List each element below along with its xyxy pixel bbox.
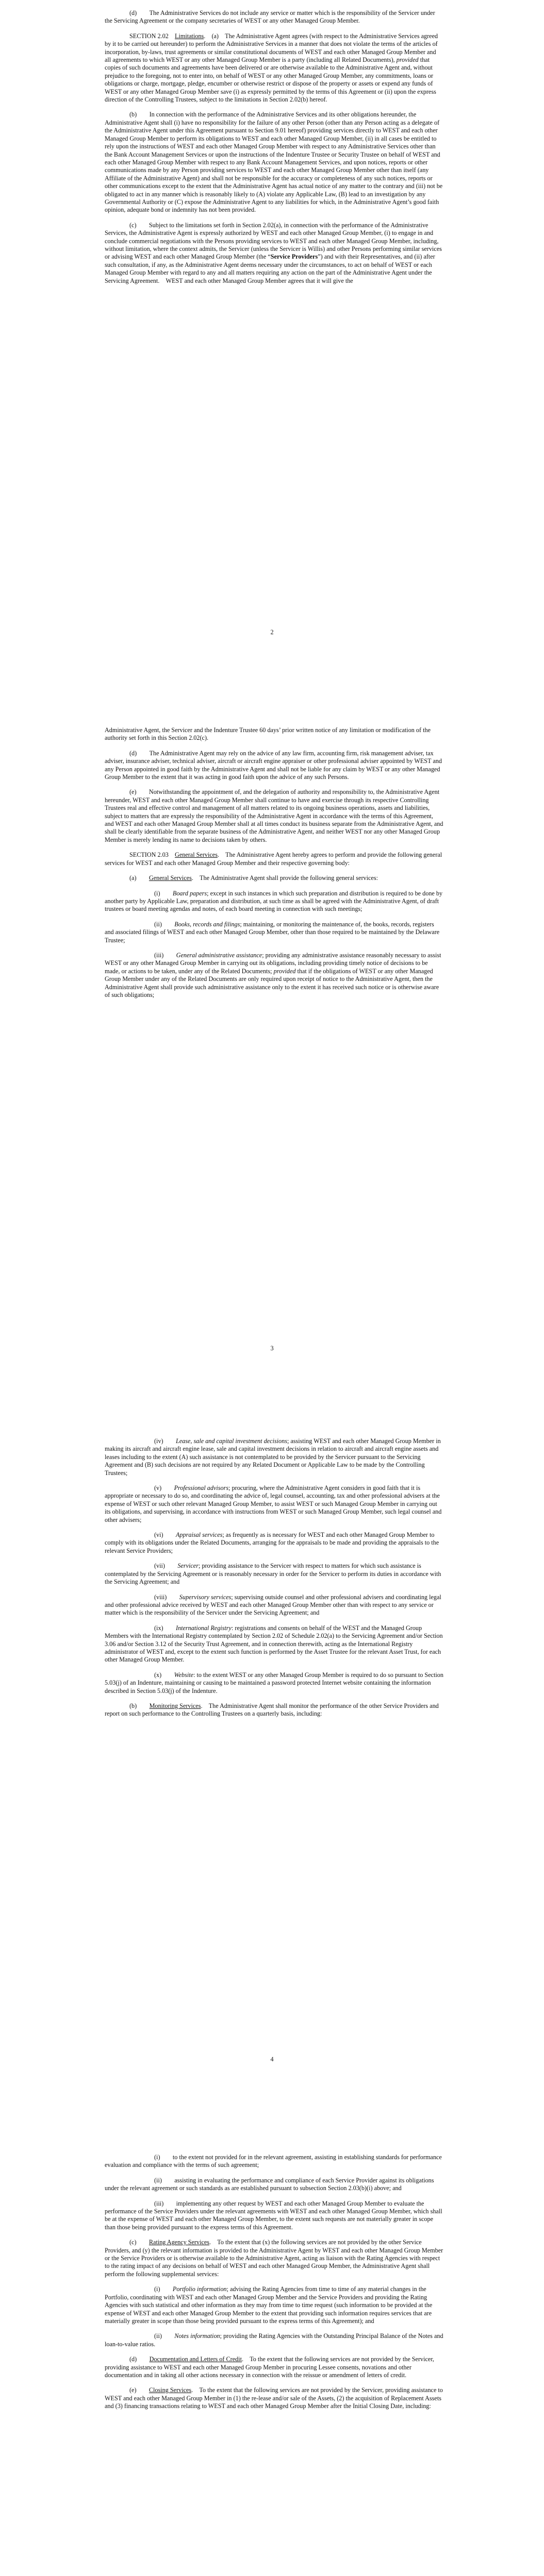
text-run: . The Administrative Agent hereby agrees to perform and provide the following general services for WEST and each other Managed Group Member and their respective governing body: bbox=[105, 851, 442, 867]
text-run: (i) bbox=[154, 889, 173, 897]
text-run: Administrative Agent, the Servicer and the Indenture Trustee 60 days’ prior written notice of any limitation or modification of the authority set forth in this Section 2.02(c). bbox=[105, 726, 431, 742]
paragraph bbox=[105, 750, 443, 782]
item-caption: International Registry bbox=[175, 1624, 232, 1632]
text-run: ; providing the Rating Agencies with the Outstanding Principal Balance of the Notes and loan-to-value ratios. bbox=[105, 2332, 443, 2348]
text-run: ; except in such instances in which such preparation and distribution is required to be done by another party by Applicable Law, preparation and distribution, at such time as shall be agreed with the Administrative Agent, of draft trustees or board meeting agendas and notes, of each board meeting in connection with such meetings; bbox=[105, 889, 443, 913]
paragraph bbox=[105, 2332, 443, 2348]
text-run: (ii) assisting in evaluating the performance and compliance of each Service Provider against its obligations under the relevant agreement or such standards as are established pursuant to subsection Section 2.03(b)(i) above; and bbox=[105, 2176, 434, 2192]
text-run: ; assisting WEST and each other Managed Group Member in making its aircraft and aircraft engine lease, sale and capital investment decisions in relation to aircraft and aircraft engine assets and leases including to the extent (A) such assistance is not contemplated to be provided by the Servicer pursuant to the Servicing Agreement and (B) such decisions are not required by any Related Document or Applicable Law to be made by the Controlling Trustees; bbox=[105, 1437, 441, 1477]
page-number: 2 bbox=[270, 629, 274, 636]
paragraph bbox=[105, 1671, 443, 1695]
text-run: (iv) bbox=[154, 1437, 176, 1445]
text-run: (e) Notwithstanding the appointment of, and the delegation of authority and responsibility to, the Administrative Agent hereunder, WEST and each other Managed Group Member shall continue to have and exercise through its respective Controlling Trustees real and effective control and management of all matters related to its ongoing business operations, assets and liabilities, subject to matters that are expressly the responsibility of the Administrative Agent in accordance with the terms of this Agreement, and WEST and each other Managed Group Member shall at all times conduct its business separate from the Administrative Agent, and shall be clearly identifiable from the separate business of the Administrative Agent, and neither WEST nor any other Managed Group Member is merely lending its name to decisions taken by others. bbox=[105, 788, 443, 843]
item-caption: Website bbox=[174, 1671, 194, 1679]
text-run: (ii) bbox=[154, 2332, 175, 2340]
page-number: 3 bbox=[270, 1345, 274, 1352]
item-caption: Professional advisors bbox=[174, 1484, 229, 1492]
defined-term: Service Providers bbox=[270, 253, 318, 261]
section-heading: General Services bbox=[175, 851, 218, 859]
text-run: (vi) bbox=[154, 1531, 176, 1539]
item-caption: General administrative assistance bbox=[176, 951, 262, 959]
text-run: (i) to the extent not provided for in the relevant agreement, assisting in establishing standards for performance evaluation and compliance with the terms of such agreement; bbox=[105, 2154, 442, 2169]
section-heading: Rating Agency Services bbox=[149, 2239, 210, 2246]
paragraph bbox=[105, 1702, 443, 1718]
text-run: (vii) bbox=[154, 1562, 178, 1570]
item-caption: provided bbox=[273, 967, 296, 975]
text-run: (d) The Administrative Services do not include any service or matter which is the responsibility of the Servicer under the Servicing Agreement or the company secretaries of WEST or any other Managed Group Member. bbox=[105, 9, 435, 25]
item-caption: Appraisal services bbox=[175, 1531, 223, 1539]
paragraph bbox=[105, 851, 443, 867]
text-run: (d) The Administrative Agent may rely on the advice of any law firm, accounting firm, risk management adviser, tax adviser, insurance adviser, technical adviser, aircraft or aircraft engine appraiser or other professional adviser appointed by WEST and any Person appointed in good faith by the Administrative Agent and shall not be liable for any claim by WEST or any other Managed Group Member to the extent that it was acting in good faith upon the advice of any such Persons. bbox=[105, 749, 442, 781]
paragraph bbox=[105, 222, 443, 285]
text-run: (e) bbox=[129, 2386, 149, 2394]
paragraph bbox=[105, 111, 443, 214]
text-run: ; supervising outside counsel and other professional advisers and coordinating legal and other professional advice received by WEST and each other Managed Group Member other than with respect to any service or matter which is the responsibility of the Servicer under the Servicing Agreement; and bbox=[105, 1593, 441, 1617]
text-run: ; as frequently as is necessary for WEST and each other Managed Group Member to comply with its obligations under the Related Documents, arranging for the appraisals to be made and providing the appraisals to the relevant Service Providers; bbox=[105, 1531, 439, 1554]
text-run: (x) bbox=[154, 1671, 174, 1679]
paragraph bbox=[105, 9, 443, 25]
text-run: (c) bbox=[129, 2239, 149, 2246]
text-run: ”) and with their Representatives, and (ii) after such consultation, if any, as the Administrative Agent deems necessary under the circumstances, to act on behalf of WEST or each Managed Group Member with regard to any and all matters requiring any action on the part of the Administrative Agent under the Servicing Agreement. WEST and each other Managed Group Member agrees that it will give the bbox=[105, 253, 435, 284]
text-run: SECTION 2.02 bbox=[129, 32, 175, 40]
text-run: SECTION 2.03 bbox=[129, 851, 175, 859]
text-run: that copies of such documents and agreements have been delivered or are otherwise available to the Administrative Agent and, without prejudice to the foregoing, not to enter into, on behalf of WEST or any other Managed Group Member, any commitments, loans or obligations or charge, mortgage, pledge, encumber or otherwise restrict or dispose of the property or assets or expend any funds of WEST or any other Managed Group Member save (i) as expressly permitted by the terms of this Agreement or (ii) upon the express direction of the Controlling Trustees, subject to the limitations in Section 2.02(b) hereof. bbox=[105, 56, 436, 104]
text-run: . To the extent that the following services are not provided by the Servicer, providing assistance to WEST and each other Managed Group Member in (1) the re-lease and/or sale of the Assets, (2) the acquisition of Replacement Assets and (3) financing transactions relating to WEST and each other Managed Group Member after the Initial Closing Date, including: bbox=[105, 2386, 443, 2410]
text-run: (v) bbox=[154, 1484, 174, 1492]
text-run: . The Administrative Agent shall provide the following general services: bbox=[191, 874, 378, 882]
paragraph bbox=[105, 874, 443, 882]
page-section-4 bbox=[0, 1437, 544, 1725]
paragraph bbox=[105, 921, 443, 944]
paragraph bbox=[105, 1594, 443, 1617]
text-run: ; procuring, where the Administrative Agent considers in good faith that it is appropriate or necessary to do so, and coordinating the advice of, legal counsel, accounting, tax and other professional advisers at the expense of WEST or such other relevant Managed Group Member, to assist WEST or such Managed Group Member in carrying out its obligations, and supervising, in accordance with instructions from WEST or such Managed Group Member, such legal counsel and other advisers; bbox=[105, 1484, 442, 1523]
paragraph bbox=[105, 2285, 443, 2325]
text-run: (iii) bbox=[154, 951, 176, 959]
item-caption: Board papers bbox=[172, 889, 207, 897]
item-caption: Supervisory services bbox=[179, 1593, 232, 1601]
text-run: ; maintaining, or monitoring the maintenance of, the books, records, registers and associated filings of WEST and each other Managed Group Member, other than those required to be maintained by the Delaware Trustee; bbox=[105, 920, 440, 944]
item-caption: Portfolio information bbox=[172, 2285, 227, 2293]
paragraph bbox=[105, 890, 443, 913]
text-run: . To the extent that the following services are not provided by the Servicer, providing assistance to WEST and each other Managed Group Member in procuring Lessee consents, novations and other documentation and in taking all other actions necessary in connection with the reissue or amendment of letters of credit. bbox=[105, 2355, 434, 2379]
paragraph bbox=[105, 2239, 443, 2278]
paragraph bbox=[105, 32, 443, 104]
text-run: (b) bbox=[129, 1702, 150, 1709]
item-caption: Servicer bbox=[177, 1562, 199, 1570]
text-run: . The Administrative Agent shall monitor the performance of the other Service Providers and report on such performance to the Controlling Trustees on a quarterly basis, including: bbox=[105, 1702, 439, 1718]
text-run: : registrations and consents on behalf of the WEST and the Managed Group Members with the International Registry contemplated by Section 2.02 of Schedule 2.02(a) to the Servicing Agreement and/or Section 3.06 and/or Section 3.12 of the Security Trust Agreement, and in connection therewith, acting as the International Registry administrator of WEST and, except to the extent such function is performed by the Asset Trustee for the relevant Asset Trust, for each other Managed Group Member. bbox=[105, 1624, 443, 1664]
text-run: (c) Subject to the limitations set forth in Section 2.02(a), in connection with the performance of the Administrative Services, the Administrative Agent is expressly authorized by WEST and each other Managed Group Member, (i) to engage in and conclude commercial negotiations with the Persons providing services to WEST and each other Managed Group Member, including, without limitation, where the context admits, the Servicer (unless the Servicer is Willis) and other Persons performing similar services or advising WEST and each other Managed Group Member (the “ bbox=[105, 221, 442, 261]
paragraph bbox=[105, 726, 443, 742]
text-run: (a) bbox=[129, 874, 149, 882]
section-heading: General Services bbox=[149, 874, 192, 882]
text-run: ; providing assistance to the Servicer with respect to matters for which such assistance is contemplated by the Servicing Agreement or is reasonably necessary in order for the Servicer to perform its duties in accordance with the Servicing Agreement; and bbox=[105, 1562, 441, 1586]
section-heading: Documentation and Letters of Credit bbox=[149, 2355, 242, 2363]
paragraph bbox=[105, 1437, 443, 1477]
page-number: 4 bbox=[270, 2056, 274, 2063]
paragraph bbox=[105, 2177, 443, 2193]
text-run: (b) In connection with the performance of the Administrative Services and its other obligations hereunder, the Administrative Agent shall (i) have no responsibility for the failure of any other Person (other than any Person acting as a delegate of the Administrative Agent under this Agreement pursuant to Section 9.01 hereof) providing services directly to WEST and each other Managed Group Member to perform its obligations to WEST and each other Managed Group Member, (ii) in all cases be entitled to rely upon the instructions of WEST and each other Managed Group Member with respect to any Administrative Services other than the Bank Account Management Services or upon the instructions of the Indenture Trustee or Security Trustee on behalf of WEST and each other Managed Group Member with respect to any Bank Account Management Services, and upon notices, reports or other communications made by any Person providing services to WEST and each other Managed Group Member other than itself (any Affiliate of the Administrative Agent) and shall not be responsible for the accuracy or completeness of any such notices, reports or other communications except to the extent that the Administrative Agent has actual notice of any matter to the contrary and (iii) not be obligated to act in any manner which is reasonably likely to (A) violate any Applicable Law, (B) lead to an investigation by any Governmental Authority or (C) expose the Administrative Agent to any liabilities for which, in the Administrative Agent’s good faith opinion, adequate bond or indemnity has not been provided. bbox=[105, 111, 443, 214]
section-heading: Monitoring Services bbox=[149, 1702, 201, 1709]
text-run: ; advising the Rating Agencies from time to time of any material changes in the Portfolio, coordinating with WEST and each other Managed Group Member and the Service Providers and providing the Rating Agencies with such statistical and other information as they may from time to time request (such information to be provided at the expense of WEST and each other Managed Group Member to the extent that providing such information requires services that are materially greater in scope than those being provided pursuant to the express terms of this Agreement); and bbox=[105, 2285, 433, 2325]
paragraph bbox=[105, 1624, 443, 1664]
paragraph bbox=[105, 1531, 443, 1555]
paragraph bbox=[105, 1484, 443, 1524]
text-run: (i) bbox=[154, 2285, 173, 2293]
item-caption: Books, records and filings bbox=[174, 920, 240, 928]
paragraph bbox=[105, 952, 443, 999]
text-run: (ii) bbox=[154, 920, 175, 928]
text-run: that if the obligations of WEST or any other Managed Group Member under any of the Related Documents are only required upon receipt of notice to the Administrative Agent, then the Administrative Agent shall provide such administrative assistance only to the extent it has received such notice or is otherwise aware of such obligations; bbox=[105, 967, 439, 998]
paragraph bbox=[105, 2355, 443, 2379]
page-section-2 bbox=[0, 9, 544, 292]
paragraph bbox=[105, 1562, 443, 1586]
page-section-5 bbox=[0, 2154, 544, 2418]
paragraph bbox=[105, 2154, 443, 2170]
item-caption: Lease, sale and capital investment decisions bbox=[175, 1437, 287, 1445]
item-caption: provided bbox=[396, 56, 419, 64]
item-caption: Notes information bbox=[174, 2332, 220, 2340]
text-run: (viii) bbox=[154, 1593, 179, 1601]
paragraph bbox=[105, 788, 443, 844]
text-run: (d) bbox=[129, 2355, 150, 2363]
text-run: . To the extent that (x) the following services are not provided by the other Service Providers, and (y) the relevant information is provided to the Administrative Agent by WEST and each other Managed Group Member or the Service Providers or is otherwise available to the Administrative Agent, acting as liaison with the Rating Agencies with respect to the rating impact of any decisions on behalf of WEST and each other Managed Group Member, the Administrative Agent shall perform the following supplemental services: bbox=[105, 2239, 443, 2278]
text-run: ; providing any administrative assistance reasonably necessary to assist WEST or any other Managed Group Member in carrying out its obligations, including providing timely notice of decisions to be made, or actions to be taken, under any of the Related Documents; bbox=[105, 951, 441, 975]
text-run: . (a) The Administrative Agent agrees (with respect to the Administrative Services agreed by it to be carried out hereunder) to perform the Administrative Services in a manner that does not violate the terms of the articles of incorporation, by-laws, trust agreements or similar constitutional documents of WEST and each other Managed Group Member and all agreements to which WEST or any other Managed Group Member is a party (including all Related Documents), bbox=[105, 32, 438, 64]
paragraph bbox=[105, 2200, 443, 2232]
paragraph bbox=[105, 2386, 443, 2410]
section-heading: Closing Services bbox=[149, 2386, 192, 2394]
page-section-3 bbox=[0, 726, 544, 1006]
text-run: : to the extent WEST or any other Managed Group Member is required to do so pursuant to Section 5.03(j) of an Indenture, maintaining or causing to be maintained a password protected Internet website containing the information described in Section 5.03(j) of the Indenture. bbox=[105, 1671, 443, 1694]
text-run: (iii) implementing any other request by WEST and each other Managed Group Member to evaluate the performance of the Service Providers under the relevant agreements with WEST and each other Managed Group Member, which shall be at the expense of WEST and each other Managed Group Member, to the extent such requests are not materially greater in scope than those being provided pursuant to the express terms of this Agreement. bbox=[105, 2199, 442, 2231]
section-heading: Limitations bbox=[175, 32, 204, 40]
text-run: (ix) bbox=[154, 1624, 176, 1632]
